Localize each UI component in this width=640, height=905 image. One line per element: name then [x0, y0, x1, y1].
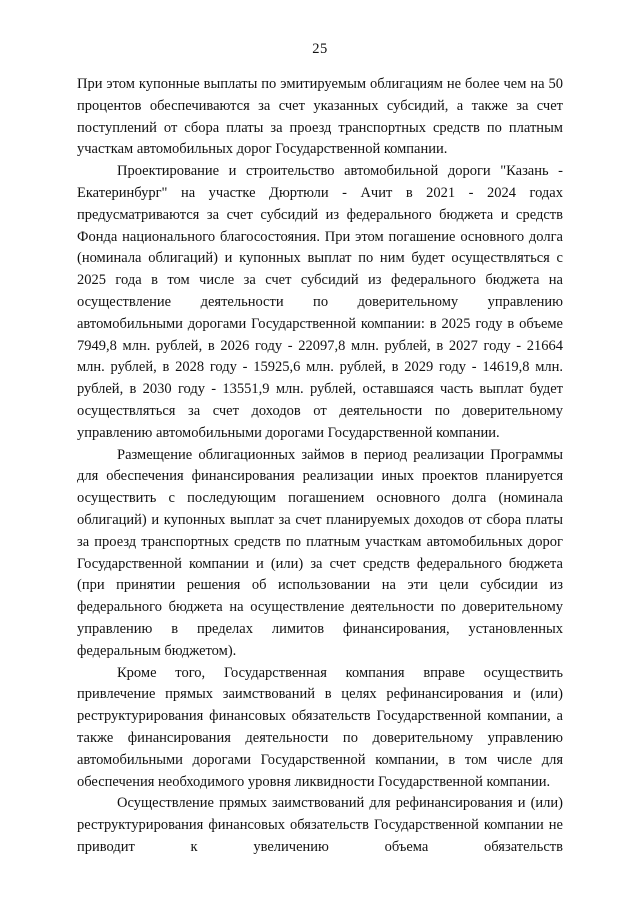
paragraph-direct-borrowings: Кроме того, Государственная компания вправе осуществить привлечение прямых заимствований в целях рефинансирования и (или) реструктурирования финансовых обязательств Государственной компании, а также финансирования деятельности по доверительному управлению автомобильными дорогами Государственной компании, в том числе для обеспечения необходимого уровня ликвидности Государственной компании. [77, 664, 563, 790]
paragraph-refinancing: Осуществление прямых заимствований для рефинансирования и (или) реструктурирования финансовых обязательств Государственной компании не приводит к увеличению объема обязательств [77, 795, 563, 855]
paragraph-coupon-payments: При этом купонные выплаты по эмитируемым облигациям не более чем на 50 процентов обеспечиваются за счет указанных субсидий, а также за счет поступлений от сбора платы за проезд транспортных средств по платным участкам автомобильных дорог Государственной компании. [77, 76, 563, 158]
paragraph-kazan-ekaterinburg-road: Проектирование и строительство автомобильной дороги "Казань - Екатеринбург" на участке Дюртюли - Ачит в 2021 - 2024 годах предусматриваются за счет субсидий из федерального бюджета и средств Фонда национального благосостояния. При этом погашение основного долга (номинала облигаций) и купонных выплат по ним будет осуществляться с 2025 года в том числе за счет субсидий из федерального бюджета на осуществление деятельности по доверительному управлению автомобильными дорогами Государственной компании: в 2025 году в объеме 7949,8 млн. рублей, в 2026 году - 22097,8 млн. рублей, в 2027 году - 21664 млн. рублей, в 2028 году - 15925,6 млн. рублей, в 2029 году - 14619,8 млн. рублей, в 2030 году - 13551,9 млн. рублей, оставшаяся часть выплат будет осуществляться за счет доходов от деятельности по доверительному управлению автомобильными дорогами Государственной компании. [77, 163, 563, 441]
paragraph-bond-placement: Размещение облигационных займов в период реализации Программы для обеспечения финансирования реализации иных проектов планируется осуществить с последующим погашением основного долга (номинала облигаций) и купонных выплат за счет планируемых доходов от сбора платы за проезд транспортных средств по платным участкам автомобильных дорог Государственной компании и (или) за счет средств федерального бюджета (при принятии решения об использовании на эти цели субсидии из федерального бюджета на осуществление деятельности по доверительному управлению в пределах лимитов финансирования, установленных федеральным бюджетом). [77, 446, 563, 659]
page-number: 25 [312, 41, 328, 57]
document-body [77, 74, 563, 859]
